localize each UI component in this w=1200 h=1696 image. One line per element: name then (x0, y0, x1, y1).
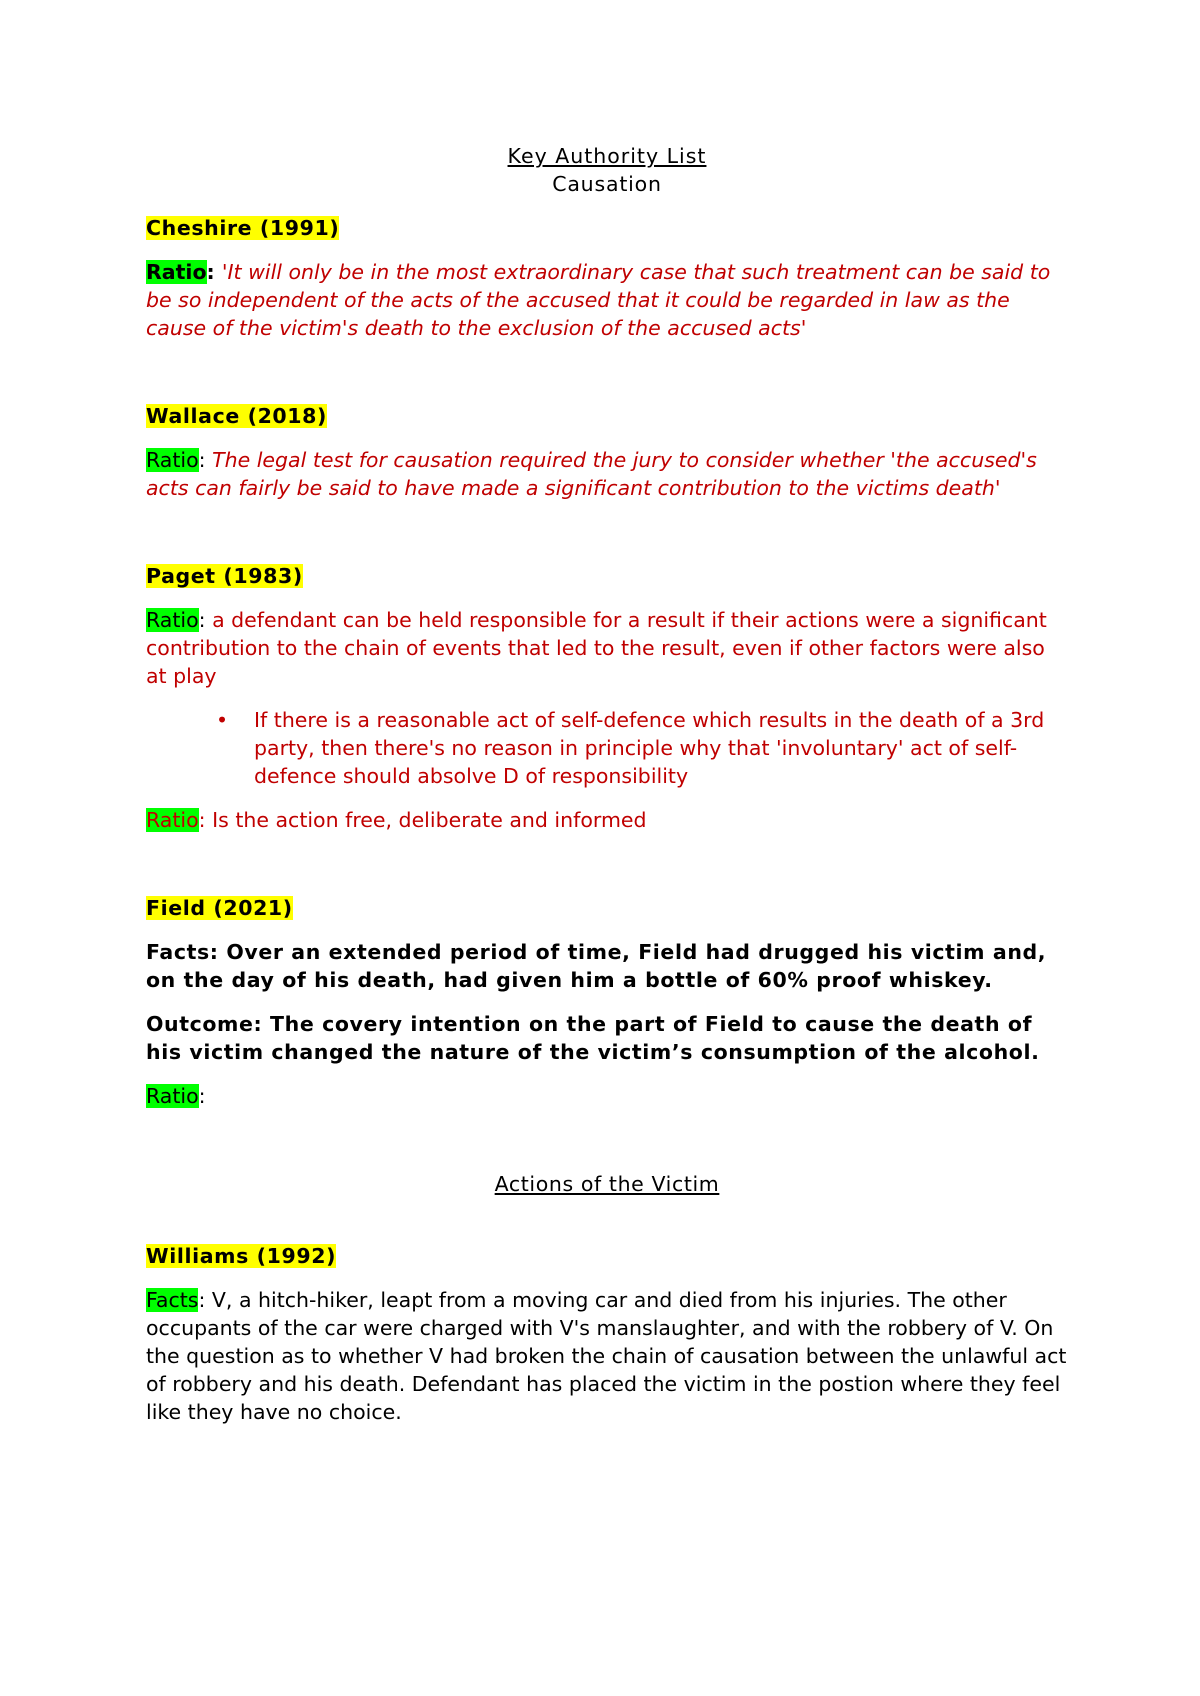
title-line (146, 142, 1068, 170)
facts-text: V, a hitch-hiker, leapt from a moving car and died from his injuries. The other occupants of the car were charged with V's manslaughter, and with the robbery of V. On the question as to whether V had broken the chain of causation between the unlawful act of robbery and his death. Defendant has placed the victim in the postion where they feel like they have no choice. (146, 1288, 1067, 1424)
facts-separator: : (198, 1288, 212, 1312)
ratio-label: Ratio (146, 608, 199, 632)
ratio-separator: : (206, 260, 222, 284)
spacer (146, 358, 1068, 402)
ratio-text: The legal test for causation required the jury to consider whether 'the accused's acts can fairly be said to have made a significant contribution to the victims death' (146, 448, 1037, 500)
case-heading-williams (146, 1242, 1068, 1270)
ratio-text: a defendant can be held responsible for a result if their actions were a significant contribution to the chain of events that led to the result, even if other factors were also at play (146, 608, 1047, 688)
case-name-paget: Paget (1983) (146, 564, 303, 588)
ratio-text: 'It will only be in the most extraordinary case that such treatment can be said to be so independent of the acts of the accused that it could be regarded in law as the cause of the victim's death to the exclusion of the accused acts' (146, 260, 1051, 340)
section-heading-line (146, 1170, 1068, 1198)
case-name-cheshire: Cheshire (1991) (146, 216, 340, 240)
facts-label: Facts (146, 1288, 199, 1312)
paget-ratio-2 (146, 806, 1068, 834)
case-heading-wallace (146, 402, 1068, 430)
spacer (146, 850, 1068, 894)
list-item (216, 706, 1068, 790)
ratio-label: Ratio (146, 1084, 199, 1108)
case-heading-cheshire (146, 214, 1068, 242)
ratio-text: Is the action free, deliberate and informed (212, 808, 647, 832)
spacer (146, 518, 1068, 562)
bullet-text: If there is a reasonable act of self-defence which results in the death of a 3rd party, then there's no reason in principle why that 'involuntary' act of self-defence should absolve D of responsibility (254, 708, 1045, 788)
section-title-actions-of-victim: Actions of the Victim (494, 1172, 720, 1196)
field-ratio (146, 1082, 1068, 1110)
ratio-label: Ratio (146, 260, 207, 284)
ratio-label: Ratio (146, 448, 199, 472)
case-heading-paget (146, 562, 1068, 590)
field-outcome: Outcome: The covery intention on the part of Field to cause the death of his victim changed the nature of the victim’s consumption of the alcohol. (146, 1012, 1040, 1064)
document-title: Key Authority List (507, 144, 707, 168)
case-heading-field (146, 894, 1068, 922)
paget-ratio (146, 606, 1068, 690)
paget-bullet-list (146, 706, 1068, 790)
ratio-label: Ratio (146, 808, 199, 832)
ratio-separator: : (198, 608, 213, 632)
ratio-separator: : (198, 1084, 206, 1108)
ratio-separator: : (198, 448, 213, 472)
case-name-wallace: Wallace (2018) (146, 404, 327, 428)
spacer (146, 1198, 1068, 1242)
cheshire-ratio (146, 258, 1068, 342)
bullet-icon: • (216, 708, 229, 732)
field-facts: Facts: Over an extended period of time, Field had drugged his victim and, on the day of his death, had given him a bottle of 60% proof whiskey. (146, 940, 1047, 992)
spacer (146, 1126, 1068, 1170)
case-name-field: Field (2021) (146, 896, 293, 920)
document-subtitle: Causation (552, 172, 662, 196)
williams-facts (146, 1286, 1068, 1426)
wallace-ratio (146, 446, 1068, 502)
ratio-separator: : (198, 808, 213, 832)
case-name-williams: Williams (1992) (146, 1244, 337, 1268)
